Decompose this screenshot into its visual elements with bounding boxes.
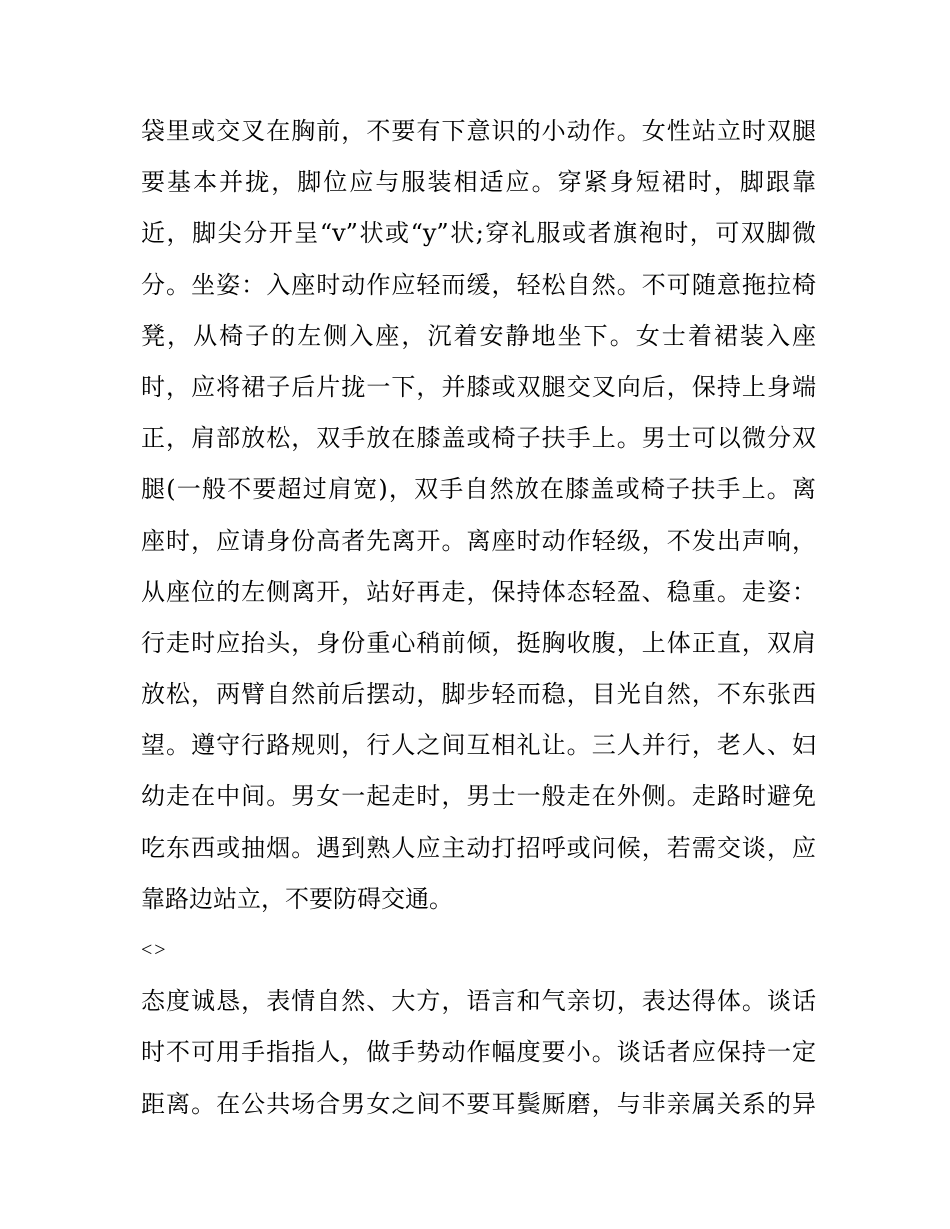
text-line-5: 凳，从椅子的左侧入座，沉着安静地坐下。女士着裙装入座	[141, 321, 816, 350]
text-line-6: 时，应将裙子后片拢一下，并膝或双腿交叉向后，保持上身端	[141, 372, 816, 401]
text-line-2: 要基本并拢，脚位应与服装相适应。穿紧身短裙时，脚跟靠	[141, 168, 816, 197]
text-line-20: 距离。在公共场合男女之间不要耳鬓厮磨，与非亲属关系的异	[141, 1089, 816, 1118]
text-line-11: 行走时应抬头，身份重心稍前倾，挺胸收腹，上体正直，双肩	[141, 628, 816, 657]
text-line-4: 分。坐姿：入座时动作应轻而缓，轻松自然。不可随意拖拉椅	[141, 270, 816, 299]
text-line-1: 袋里或交叉在胸前，不要有下意识的小动作。女性站立时双腿	[141, 117, 816, 145]
text-line-7: 正，肩部放松，双手放在膝盖或椅子扶手上。男士可以微分双	[141, 424, 816, 453]
text-line-13: 望。遵守行路规则，行人之间互相礼让。三人并行，老人、妇	[141, 731, 816, 760]
text-line-12: 放松，两臂自然前后摆动，脚步轻而稳，目光自然，不东张西	[141, 680, 816, 709]
text-line-18: 态度诚恳，表情自然、大方，语言和气亲切，表达得体。谈话	[141, 987, 816, 1016]
text-line-16: 靠路边站立，不要防碍交通。	[141, 884, 453, 913]
text-line-3: 近，脚尖分开呈“v”状或“y”状;穿礼服或者旗袍时，可双脚微	[141, 219, 816, 248]
text-line-10: 从座位的左侧离开，站好再走，保持体态轻盈、稳重。走姿：	[141, 577, 816, 606]
text-line-19: 时不可用手指指人，做手势动作幅度要小。谈话者应保持一定	[141, 1038, 816, 1067]
text-line-15: 吃东西或抽烟。遇到熟人应主动打招呼或问候，若需交谈，应	[141, 833, 816, 862]
text-line-8: 腿(一般不要超过肩宽)，双手自然放在膝盖或椅子扶手上。离	[141, 475, 816, 504]
text-line-14: 幼走在中间。男女一起走时，男士一般走在外侧。走路时避免	[141, 782, 816, 811]
body-text	[141, 106, 816, 1130]
section-marker: <>	[141, 939, 168, 961]
text-line-9: 座时，应请身份高者先离开。离座时动作轻级，不发出声响，	[141, 526, 816, 555]
